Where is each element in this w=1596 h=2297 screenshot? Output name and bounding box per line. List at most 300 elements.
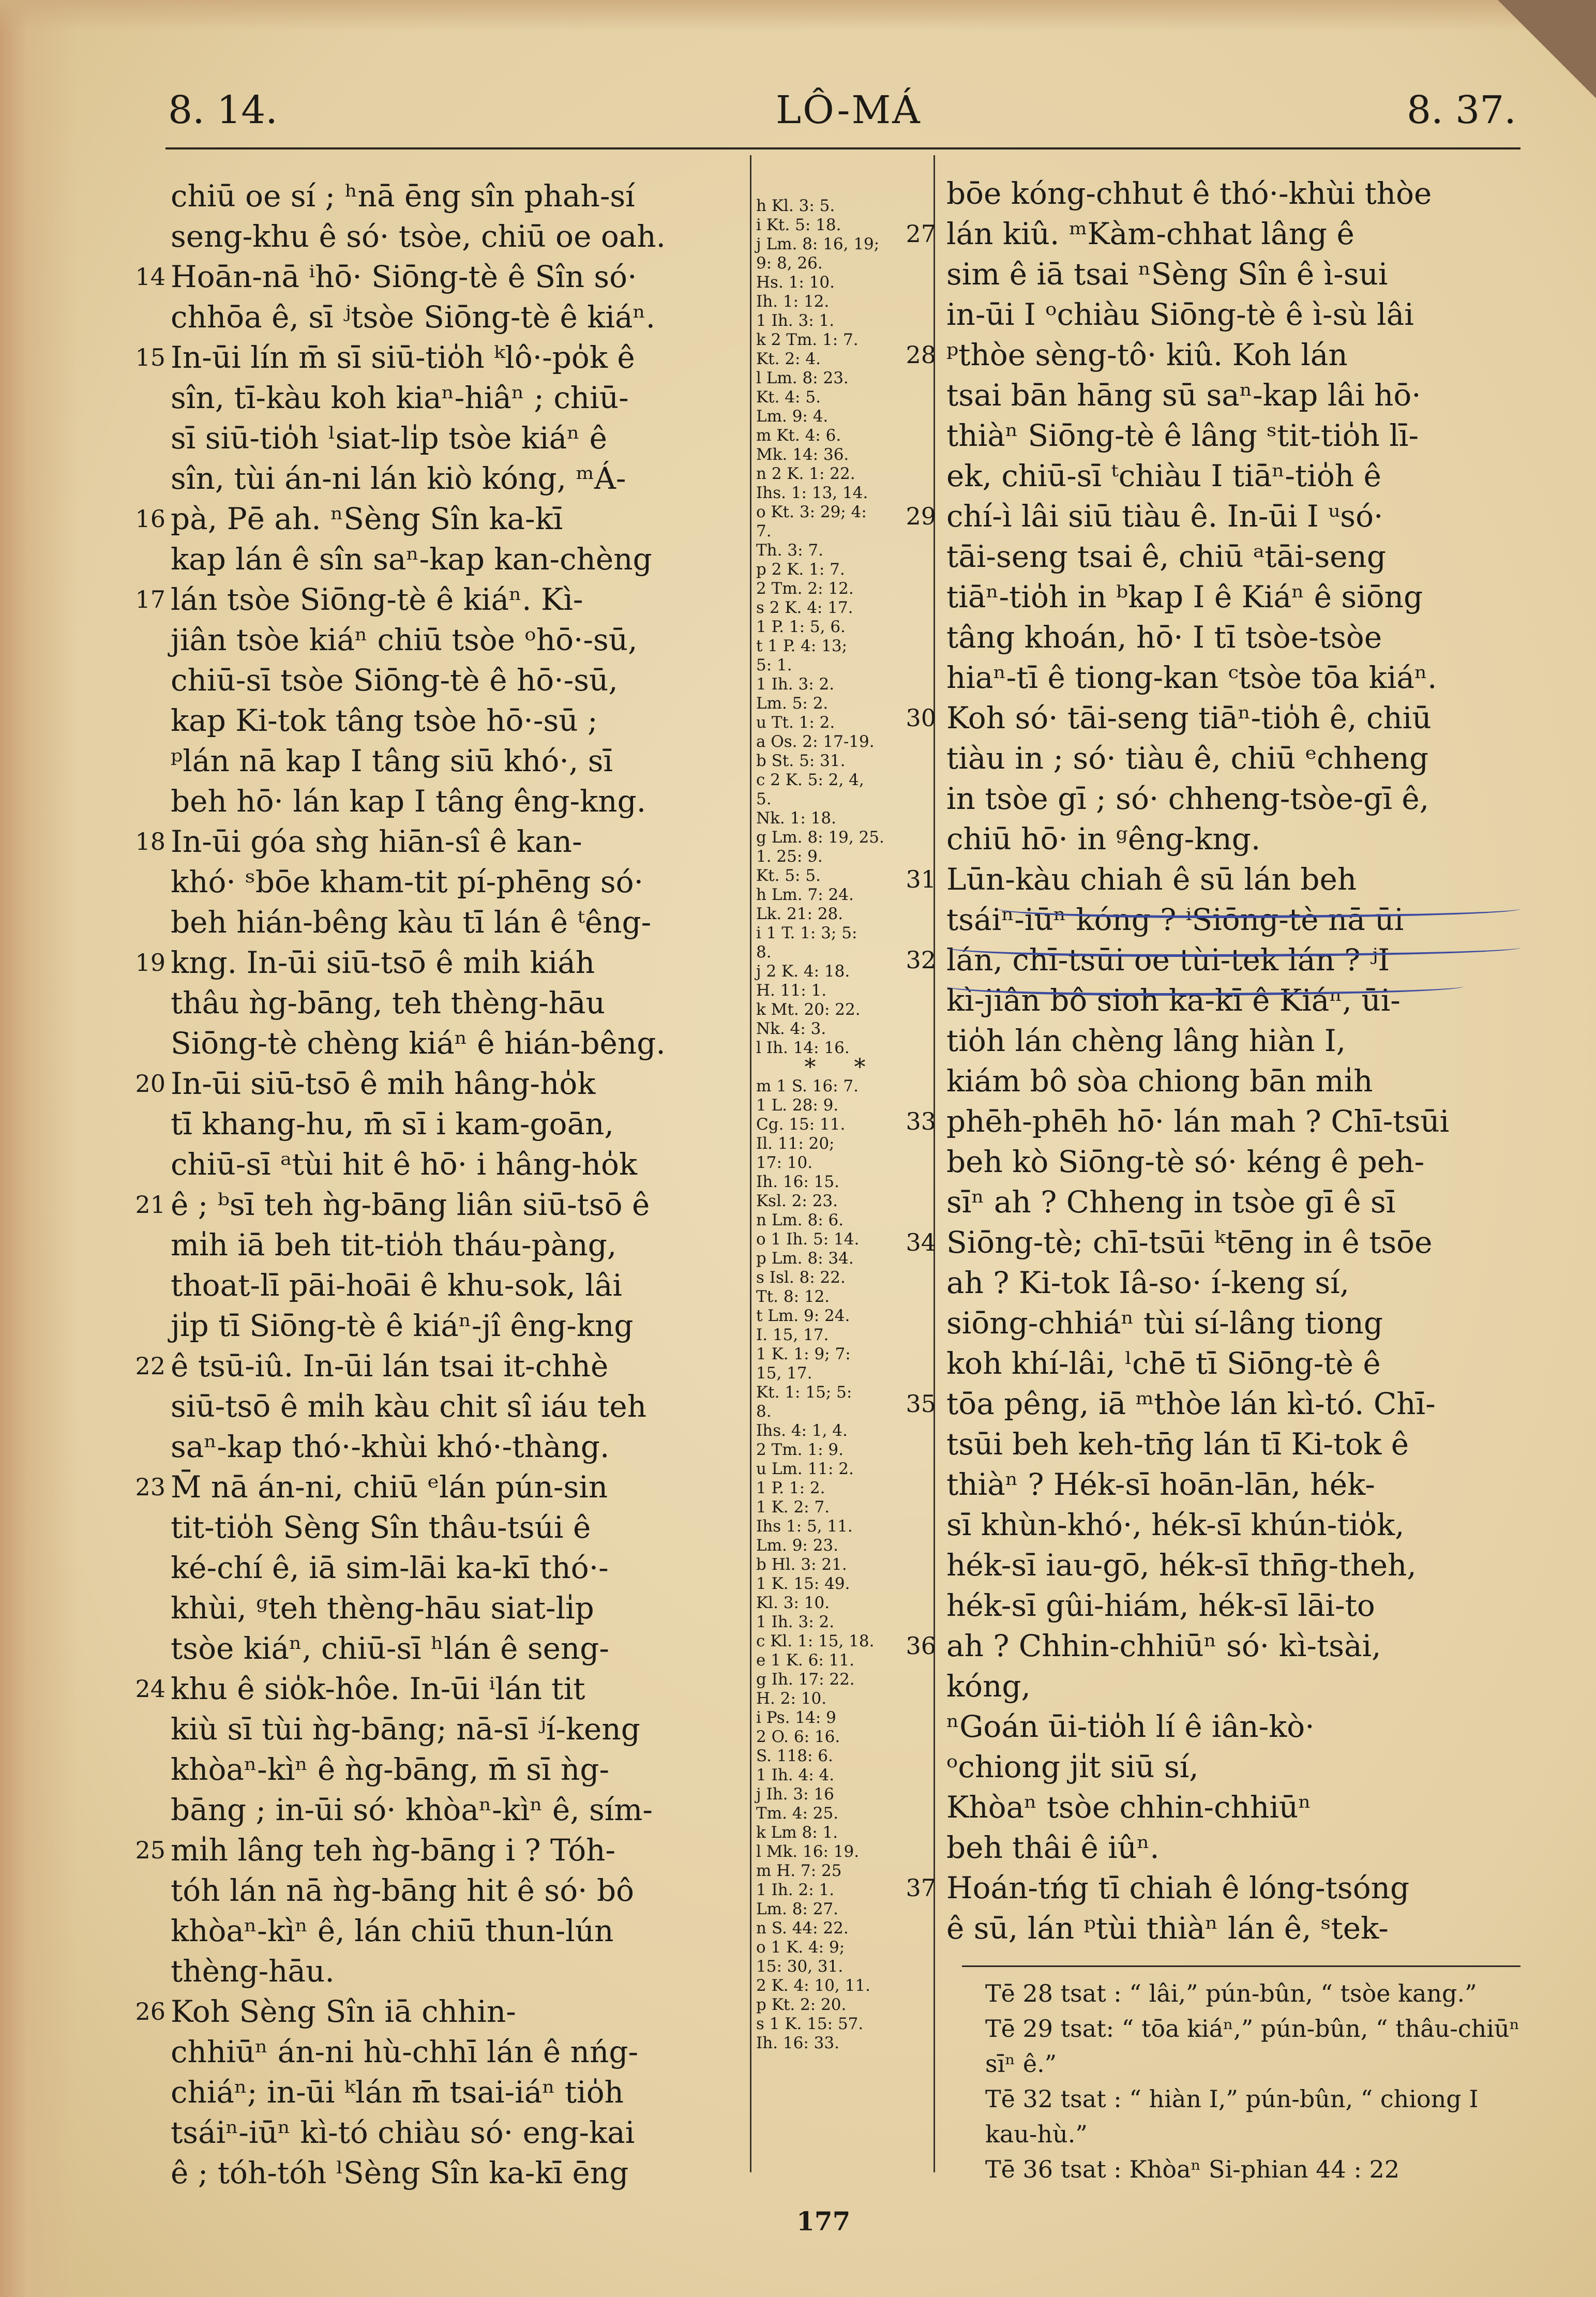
right-text-line (946, 778, 1520, 819)
right-text-column (906, 173, 1520, 1948)
cross-reference: j Lm. 8: 16, 19; (756, 235, 880, 253)
verse-number: 16 (135, 505, 165, 533)
verse-text: tóh lán nā ǹg-bāng hit ê só· bô (171, 1873, 635, 1908)
verse-text: bāng ; in-ūi só· khòaⁿ-kìⁿ ê, sím- (171, 1792, 653, 1827)
cross-reference: Lm. 8: 27. (756, 1900, 839, 1918)
left-text-line (135, 1184, 752, 1225)
verse-text: chhiūⁿ án-ni hù-chhī lán ê nńg- (171, 2034, 639, 2069)
cross-reference: 2 Tm. 2: 12. (756, 579, 854, 598)
cross-reference: Th. 3: 7. (756, 541, 823, 560)
cross-reference: Tm. 4: 25. (756, 1804, 839, 1823)
left-text-line (171, 1790, 752, 1830)
cross-reference: t 1 P. 4: 13; (756, 637, 848, 655)
verse-text: ji̍p tī Siōng-tè ê kiáⁿ-jî êng-kng (171, 1308, 634, 1343)
verse-number: 29 (906, 502, 936, 530)
cross-reference: 1 Ih. 4: 4. (756, 1766, 835, 1784)
cross-reference: Lm. 5: 2. (756, 694, 829, 713)
verse-text: tiāⁿ-tio̍h in ᵇkap I ê Kiáⁿ ê siōng (946, 579, 1423, 614)
cross-reference: g Ih. 17: 22. (756, 1670, 855, 1689)
left-text-line (171, 1709, 752, 1749)
verse-text: tit-tio̍h Sèng Sîn thâu-tsúi ê (171, 1510, 591, 1545)
cross-reference: k Mt. 20: 22. (756, 1000, 861, 1019)
right-text-line (946, 1585, 1520, 1626)
cross-reference: 1 P. 1: 5, 6. (756, 618, 846, 636)
verse-text: tâng khoán, hō· I tī tsòe-tsòe (946, 620, 1382, 655)
left-text-line (135, 1669, 752, 1709)
right-text-line (906, 335, 1520, 375)
left-text-line (171, 1144, 752, 1184)
cross-reference: 15: 30, 31. (756, 1957, 844, 1976)
verse-text: sîn, tī-kàu koh kiaⁿ-hiâⁿ ; chiū- (171, 380, 629, 415)
cross-reference: 1 L. 28: 9. (756, 1096, 839, 1115)
verse-text: Hoān-nā ⁱhō· Siōng-tè ê Sîn só· (171, 259, 637, 294)
cross-reference: Hs. 1: 10. (756, 273, 835, 292)
verse-text: ê ; ᵇsī teh ǹg-bāng liân siū-tsō ê (171, 1187, 650, 1222)
cross-reference: Lm. 9: 23. (756, 1536, 839, 1555)
verse-text: thoat-lī pāi-hoāi ê khu-sok, lâi (171, 1268, 622, 1303)
verse-text: khòaⁿ-kìⁿ ê ǹg-bāng, m̄ sī ǹg- (171, 1752, 610, 1787)
left-text-line (171, 902, 752, 942)
header-book-title: LÔ-MÁ (776, 88, 922, 132)
footnotes (985, 1976, 1523, 2187)
left-text-line (135, 1346, 752, 1386)
cross-reference: 2 K. 4: 10, 11. (756, 1976, 870, 1995)
verse-text: thèng-hāu. (171, 1954, 335, 1989)
verse-text: chiáⁿ; in-ūi ᵏlán m̄ tsai-iáⁿ tio̍h (171, 2075, 624, 2110)
cross-reference: 15, 17. (756, 1364, 812, 1383)
cross-reference: 9: 8, 26. (756, 254, 823, 273)
cross-reference: Ksl. 2: 23. (756, 1192, 838, 1210)
right-text-line (906, 1222, 1520, 1263)
verse-number: 34 (906, 1228, 936, 1256)
cross-reference: u Tt. 1: 2. (756, 713, 835, 732)
left-text-line (171, 2072, 752, 2112)
verse-text: tsòe kiáⁿ, chiū-sī ʰlán ê seng- (171, 1631, 610, 1666)
verse-text: Hoán-tńg tī chiah ê lóng-tsóng (946, 1870, 1410, 1905)
cross-reference: 5. (756, 790, 772, 808)
verse-text: tsáiⁿ-iūⁿ kì-tó chiàu só· eng-kai (171, 2115, 635, 2150)
verse-text: khùi, ᵍteh thèng-hāu siat-li̍p (171, 1590, 594, 1626)
verse-text: ᵖlán nā kap I tâng siū khó·, sī (171, 743, 613, 778)
cross-reference: l Ih. 14: 16. (756, 1039, 850, 1057)
verse-text: Siōng-tè; chī-tsūi ᵏtēng in ê tsōe (946, 1225, 1433, 1260)
header-chapter-start: 8. 14. (168, 88, 278, 132)
cross-reference: Nk. 1: 18. (756, 809, 836, 828)
verse-text: In-ūi góa sǹg hiān-sî ê kan- (171, 824, 582, 859)
cross-reference: a Os. 2: 17-19. (756, 732, 875, 751)
verse-text: chiū-sī tsòe Siōng-tè ê hō·-sū, (171, 663, 618, 698)
verse-text: lán tsòe Siōng-tè ê kiáⁿ. Kì- (171, 582, 583, 617)
right-text-line (946, 1061, 1520, 1101)
verse-text: ê ; tóh-tóh ˡSèng Sîn ka-kī ēng (171, 2155, 629, 2190)
left-text-line (171, 1305, 752, 1346)
right-text-line (946, 1020, 1520, 1061)
verse-number: 36 (906, 1632, 936, 1660)
cross-reference: 1 K. 2: 7. (756, 1498, 830, 1517)
left-text-line (135, 1467, 752, 1507)
left-text-line (171, 539, 752, 579)
verse-number: 21 (135, 1191, 165, 1219)
verse-number: 20 (135, 1070, 165, 1098)
verse-text: thâu ǹg-bāng, teh thèng-hāu (171, 985, 605, 1020)
left-text-line (171, 1507, 752, 1548)
verse-text: beh thâi ê iûⁿ. (946, 1830, 1160, 1865)
verse-text: beh kò Siōng-tè só· kéng ê peh- (946, 1144, 1425, 1179)
right-text-line (946, 1908, 1520, 1948)
right-text-line (946, 375, 1520, 415)
verse-text: ê tsū-iû. In-ūi lán tsai it-chhè (171, 1348, 609, 1384)
verse-text: Lūn-kàu chiah ê sū lán beh (946, 862, 1357, 897)
right-text-line (946, 415, 1520, 456)
cross-reference: S. 118: 6. (756, 1747, 833, 1765)
left-text-line (135, 257, 752, 297)
running-header (0, 88, 1596, 145)
left-text-line (135, 579, 752, 620)
verse-text: tī khang-hu, m̄ sī i kam-goān, (171, 1106, 614, 1142)
verse-text: ᵖthòe sèng-tô· kiû. Koh lán (946, 337, 1348, 372)
cross-reference: Kt. 2: 4. (756, 350, 821, 368)
left-text-line (171, 1628, 752, 1669)
left-text-line (171, 1548, 752, 1588)
verse-text: beh hō· lán kap I tâng êng-kng. (171, 784, 646, 819)
right-text-line (946, 1464, 1520, 1505)
right-text-line (946, 1787, 1520, 1827)
left-text-line (171, 297, 752, 337)
verse-number: 14 (135, 263, 165, 291)
cross-reference: p Lm. 8: 34. (756, 1249, 854, 1268)
verse-text: koh khí-lâi, ˡchē tī Siōng-tè ê (946, 1346, 1381, 1381)
left-text-line (171, 1104, 752, 1144)
verse-text: tsai bān hāng sū saⁿ-kap lâi hō· (946, 378, 1421, 413)
cross-reference: k Lm 8: 1. (756, 1823, 838, 1842)
cross-reference: 1 Ih. 3: 2. (756, 675, 835, 694)
left-text-line (171, 620, 752, 660)
left-text-line (171, 2032, 752, 2072)
verse-text: In-ūi siū-tsō ê mi̍h hâng-ho̍k (171, 1066, 596, 1101)
verse-number: 33 (906, 1107, 936, 1135)
verse-number: 24 (135, 1675, 165, 1703)
verse-number: 26 (135, 1998, 165, 2025)
verse-text: tāi-seng tsai ê, chiū ᵃtāi-seng (946, 539, 1387, 574)
left-text-line (171, 1265, 752, 1305)
verse-text: thiàⁿ Siōng-tè ê lâng ˢtit-tio̍h lī- (946, 418, 1419, 453)
page-top-shading (0, 0, 1596, 31)
section-stars: * * (804, 1054, 881, 1080)
cross-reference: Kt. 4: 5. (756, 388, 821, 407)
cross-reference: i 1 T. 1: 3; 5: (756, 924, 857, 942)
verse-text: pà, Pē ah. ⁿSèng Sîn ka-kī (171, 501, 563, 536)
left-text-line (171, 700, 752, 741)
right-text-line (946, 1142, 1520, 1182)
right-text-line (906, 496, 1520, 536)
cross-reference: Ihs. 1: 13, 14. (756, 484, 868, 502)
left-text-line (171, 1588, 752, 1628)
cross-reference: Il. 11: 20; (756, 1134, 835, 1153)
left-text-line (171, 1870, 752, 1911)
left-text-line (171, 741, 752, 781)
right-text-line (946, 1706, 1520, 1747)
verse-text: bōe kóng-chhut ê thó·-khùi thòe (946, 176, 1432, 211)
cross-reference: k 2 Tm. 1: 7. (756, 331, 859, 349)
cross-reference: 17: 10. (756, 1153, 813, 1172)
footnote: Tē 28 tsat : “ lâi,” pún-bûn, “ tsòe kang.” (985, 1979, 1477, 2007)
right-text-line (906, 1626, 1520, 1666)
worn-corner (1498, 0, 1596, 98)
right-text-line (946, 617, 1520, 657)
verse-number: 30 (906, 704, 936, 732)
cross-reference: Ih. 1: 12. (756, 292, 830, 311)
verse-text: M̄ nā án-ni, chiū ᵉlán pún-sin (171, 1469, 608, 1505)
verse-text: khó· ˢbōe kham-tit pí-phēng só· (171, 864, 644, 899)
cross-reference: Lk. 21: 28. (756, 905, 844, 923)
left-text-line (135, 499, 752, 539)
verse-text: sīⁿ ah ? Chheng in tsòe gī ê sī (946, 1184, 1396, 1220)
cross-reference: n 2 K. 1: 22. (756, 464, 855, 483)
verse-text: hiaⁿ-tī ê tiong-kan ᶜtsòe tōa kiáⁿ. (946, 660, 1437, 695)
right-text-line (946, 536, 1520, 577)
verse-text: sī siū-tio̍h ˡsiat-li̍p tsòe kiáⁿ ê (171, 421, 608, 456)
right-text-line (946, 1182, 1520, 1222)
right-text-line (946, 1747, 1520, 1787)
right-text-line (946, 456, 1520, 496)
cross-reference: Ihs. 4: 1, 4. (756, 1421, 848, 1440)
verse-text: kiù sī tùi ǹg-bāng; nā-sī ʲí-keng (171, 1712, 640, 1747)
cross-reference: 8. (756, 1402, 772, 1421)
cross-reference: j 2 K. 4: 18. (756, 962, 850, 981)
cross-reference: 2 Tm. 1: 9. (756, 1440, 844, 1459)
cross-reference: n S. 44: 22. (756, 1919, 849, 1938)
verse-text: tsūi beh keh-tn̄g lán tī Ki-tok ê (946, 1427, 1409, 1462)
left-text-line (135, 1063, 752, 1104)
left-text-line (135, 942, 752, 983)
verse-text: chiū hō· in ᵍêng-kng. (946, 821, 1261, 857)
verse-number: 22 (135, 1352, 165, 1380)
cross-reference: u Lm. 11: 2. (756, 1460, 854, 1478)
cross-reference: m H. 7: 25 (756, 1861, 842, 1880)
verse-number: 28 (906, 341, 936, 369)
cross-reference: l Mk. 16: 19. (756, 1842, 860, 1861)
cross-reference: b St. 5: 31. (756, 752, 846, 770)
verse-text: mi̍h iā beh tit-tio̍h tháu-pàng, (171, 1227, 617, 1263)
right-text-line (946, 657, 1520, 698)
right-text-line (946, 1424, 1520, 1464)
verse-number: 15 (135, 343, 165, 371)
verse-number: 27 (906, 220, 936, 248)
cross-reference: p 2 K. 1: 7. (756, 560, 845, 579)
left-text-line (171, 1911, 752, 1951)
cross-reference: 2 O. 6: 16. (756, 1728, 840, 1746)
verse-text: thiàⁿ ? Hék-sī hoān-lān, hék- (946, 1467, 1375, 1502)
left-text-line (171, 216, 752, 257)
cross-reference: t Lm. 9: 24. (756, 1307, 850, 1325)
footnote-rule (962, 1965, 1520, 1967)
verse-text: sī khùn-khó·, hék-sī khún-tio̍k, (946, 1507, 1405, 1542)
verse-text: in-ūi I ᵒchiàu Siōng-tè ê ì-sù lâi (946, 297, 1414, 332)
right-text-line (906, 1101, 1520, 1142)
left-text-line (171, 458, 752, 499)
verse-text: mi̍h lâng teh ǹg-bāng i ? Tóh- (171, 1833, 616, 1868)
cross-reference: b Hl. 3: 21. (756, 1555, 847, 1574)
verse-text: beh hián-bêng kàu tī lán ê ᵗêng- (171, 905, 652, 940)
left-text-line (171, 418, 752, 458)
verse-text: sîn, tùi án-ni lán kiò kóng, ᵐÁ- (171, 461, 626, 496)
cross-reference: o 1 Ih. 5: 14. (756, 1230, 860, 1249)
cross-reference: o Kt. 3: 29; 4: (756, 503, 867, 521)
verse-text: jiân tsòe kiáⁿ chiū tsòe ᵒhō·-sū, (171, 622, 638, 657)
verse-number: 19 (135, 949, 165, 977)
verse-number: 35 (906, 1390, 936, 1418)
cross-reference: 7. (756, 522, 772, 541)
verse-text: kóng, (946, 1669, 1031, 1704)
left-text-line (171, 378, 752, 418)
right-text-line (946, 294, 1520, 335)
verse-text: siōng-chhiáⁿ tùi sí-lâng tiong (946, 1305, 1383, 1341)
cross-reference: Nk. 4: 3. (756, 1019, 826, 1038)
cross-reference: 1 Ih. 3: 1. (756, 311, 835, 330)
verse-text: ⁿGoán ūi-tio̍h lí ê iân-kò· (946, 1709, 1315, 1744)
header-chapter-end: 8. 37. (1407, 88, 1516, 132)
page-edge-shading (0, 0, 78, 2297)
cross-reference: l Lm. 8: 23. (756, 369, 849, 387)
left-text-line (171, 1023, 752, 1063)
verse-text: ᵒchiong ji̍t siū sí, (946, 1749, 1199, 1784)
right-text-line (946, 1827, 1520, 1868)
verse-text: Siōng-tè chèng kiáⁿ ê hián-bêng. (171, 1026, 666, 1061)
right-text-line (946, 1666, 1520, 1706)
cross-reference: Mk. 14: 36. (756, 445, 849, 464)
left-text-line (171, 660, 752, 700)
right-text-line (946, 173, 1520, 214)
verse-text: khu ê sio̍k-hôe. In-ūi ⁱlán tit (171, 1671, 585, 1706)
right-text-line (946, 819, 1520, 859)
cross-reference: Cg. 15: 11. (756, 1115, 846, 1134)
verse-number: 25 (135, 1836, 165, 1864)
cross-reference: o 1 K. 4: 9; (756, 1938, 845, 1957)
verse-text: In-ūi lín m̄ sī siū-tio̍h ᵏlô·-po̍k ê (171, 340, 635, 375)
verse-text: chhōa ê, sī ʲtsòe Siōng-tè ê kiáⁿ. (171, 299, 656, 335)
cross-reference: Kt. 5: 5. (756, 866, 821, 885)
cross-reference: c Kl. 1: 15, 18. (756, 1632, 875, 1650)
cross-reference: c 2 K. 5: 2, 4, (756, 771, 864, 789)
right-text-line (946, 577, 1520, 617)
cross-reference: 5: 1. (756, 656, 792, 674)
verse-number: 31 (906, 865, 936, 893)
left-text-line (171, 862, 752, 902)
verse-text: kiám bô sòa chiong bān mi̍h (946, 1063, 1373, 1099)
verse-text: ké-chí ê, iā sim-lāi ka-kī thó·- (171, 1550, 609, 1585)
verse-text: kì-jiân bô sioh ka-kī ê Kiáⁿ, ūi- (946, 983, 1401, 1018)
column-divider-left (750, 155, 751, 2172)
left-text-line (171, 1427, 752, 1467)
cross-reference: n Lm. 8: 6. (756, 1211, 844, 1229)
left-text-column (135, 176, 752, 2193)
verse-text: phēh-phēh hō· lán mah ? Chī-tsūi (946, 1104, 1450, 1139)
cross-reference: 1 Ih. 2: 1. (756, 1881, 835, 1899)
verse-number: 17 (135, 585, 165, 613)
cross-reference: Tt. 8: 12. (756, 1287, 830, 1306)
verse-text: chiū-sī ᵃtùi hit ê hō· i hâng-ho̍k (171, 1147, 638, 1182)
right-text-line (906, 859, 1520, 899)
cross-reference: e 1 K. 6: 11. (756, 1651, 854, 1670)
cross-reference: 1 P. 1: 2. (756, 1479, 825, 1497)
cross-reference: Kt. 1: 15; 5: (756, 1383, 852, 1402)
left-text-line (171, 1386, 752, 1427)
left-text-line (135, 821, 752, 862)
cross-reference: 8. (756, 943, 772, 962)
right-text-line (946, 1303, 1520, 1343)
cross-reference: i Kt. 5: 18. (756, 216, 841, 234)
verse-number: 32 (906, 946, 936, 974)
verse-text: Koh Sèng Sîn iā chhin- (171, 1994, 516, 2029)
verse-text: hék-sī gûi-hiám, hék-sī lāi-to (946, 1588, 1375, 1623)
right-text-line (946, 1505, 1520, 1545)
left-text-line (135, 1830, 752, 1870)
verse-text: Khòaⁿ tsòe chhin-chhiūⁿ (946, 1790, 1312, 1825)
left-text-line (171, 983, 752, 1023)
left-text-line (135, 1991, 752, 2032)
cross-reference: m 1 S. 16: 7. (756, 1077, 859, 1095)
right-text-line (946, 254, 1520, 294)
cross-reference: H. 2: 10. (756, 1689, 827, 1708)
verse-text: siū-tsō ê mi̍h kàu chit sî iáu teh (171, 1389, 647, 1424)
right-text-line (946, 738, 1520, 778)
cross-reference: g Lm. 8: 19, 25. (756, 828, 884, 847)
verse-number: 23 (135, 1473, 165, 1501)
cross-reference: 1. 25: 9. (756, 847, 823, 866)
verse-number: 37 (906, 1874, 936, 1902)
cross-reference: p Kt. 2: 20. (756, 1995, 847, 2014)
left-text-line (171, 1951, 752, 1991)
cross-reference: Ih. 16: 15. (756, 1173, 839, 1191)
left-text-line (171, 781, 752, 821)
footnote: Tē 36 tsat : Khòaⁿ Si-phian 44 : 22 (985, 2155, 1400, 2183)
cross-reference: 1 K. 15: 49. (756, 1574, 850, 1593)
left-text-line (171, 1749, 752, 1790)
cross-reference: h Kl. 3: 5. (756, 197, 835, 215)
verse-text: lán kiû. ᵐKàm-chhat lâng ê (946, 216, 1354, 251)
cross-reference: I. 15, 17. (756, 1326, 829, 1344)
verse-text: ê sū, lán ᵖtùi thiàⁿ lán ê, ˢtek- (946, 1911, 1389, 1946)
cross-reference: m Kt. 4: 6. (756, 426, 841, 445)
verse-text: kap Ki-tok tâng tsòe hō·-sū ; (171, 703, 598, 738)
verse-text: tōa pêng, iā ᵐthòe lán kì-tó. Chī- (946, 1386, 1436, 1421)
cross-reference: 1 K. 1: 9; 7: (756, 1345, 851, 1363)
verse-text: tsáiⁿ-iūⁿ kóng ? ⁱSiōng-tè nā ūi (946, 902, 1404, 937)
verse-text: tiàu in ; só· tiàu ê, chiū ᵉchheng (946, 741, 1429, 776)
verse-text: chiū oe sí ; ʰnā ēng sîn phah-sí (171, 178, 635, 214)
verse-text: saⁿ-kap thó·-khùi khó·-thàng. (171, 1429, 610, 1464)
verse-text: hék-sī iau-gō, hék-sī thn̄g-theh, (946, 1548, 1417, 1583)
verse-text: lán, chī-tsūi oe tùi-tek lán ? ʲI (946, 942, 1390, 978)
verse-text: sim ê iā tsai ⁿSèng Sîn ê ì-sui (946, 257, 1388, 292)
verse-text: in tsòe gī ; só· chheng-tsòe-gī ê, (946, 781, 1429, 816)
cross-reference: s 2 K. 4: 17. (756, 598, 853, 617)
right-text-line (946, 1545, 1520, 1585)
cross-reference: Lm. 9: 4. (756, 407, 829, 426)
right-text-line (906, 214, 1520, 254)
cross-reference: s Isl. 8: 22. (756, 1268, 846, 1287)
cross-reference: j Ih. 3: 16 (756, 1785, 834, 1804)
cross-reference: h Lm. 7: 24. (756, 885, 854, 904)
verse-text: ah ? Ki-tok Iâ-so· í-keng sí, (946, 1265, 1350, 1300)
left-text-line (171, 2112, 752, 2153)
verse-text: Koh só· tāi-seng tiāⁿ-tio̍h ê, chiū (946, 700, 1432, 735)
verse-number: 18 (135, 828, 165, 855)
footnote: Tē 29 tsat: “ tōa kiáⁿ,” pún-bûn, “ thâu-chiūⁿ sīⁿ ê.” (985, 2015, 1520, 2078)
verse-text: kng. In-ūi siū-tsō ê mi̍h kiáh (171, 945, 595, 980)
right-text-line (946, 1343, 1520, 1384)
cross-reference: Ihs 1: 5, 11. (756, 1517, 853, 1536)
